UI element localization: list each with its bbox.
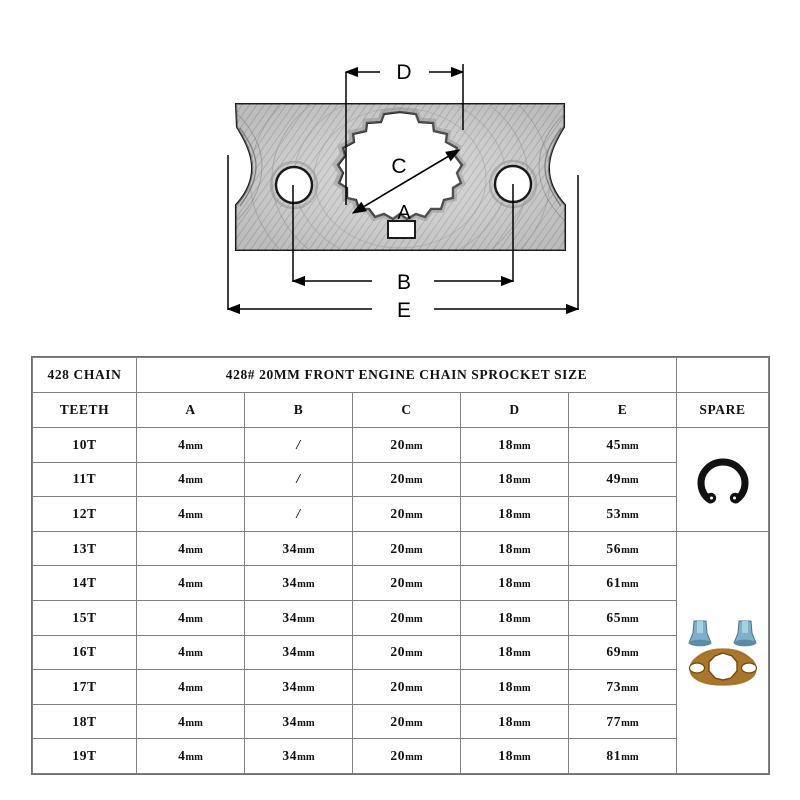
cell-c: 20mm — [353, 600, 461, 635]
cell-c: 20mm — [353, 497, 461, 532]
cell-a: 4mm — [137, 462, 245, 497]
table-row — [33, 428, 769, 463]
column-header-d: D — [461, 393, 569, 428]
bolt-hole-left — [271, 162, 317, 208]
table-row — [33, 497, 769, 532]
table-data-rows — [33, 428, 769, 774]
dimension-label-d: D — [396, 61, 412, 84]
sprocket-spec-table — [32, 357, 769, 774]
cell-teeth: 13T — [33, 531, 137, 566]
cell-e: 69mm — [569, 635, 677, 670]
table-column-header-row — [33, 393, 769, 428]
cell-e: 53mm — [569, 497, 677, 532]
cell-d: 18mm — [461, 704, 569, 739]
cell-d: 18mm — [461, 497, 569, 532]
retainer-plate — [689, 649, 756, 685]
cell-b: 34mm — [245, 635, 353, 670]
dimension-label-c: C — [391, 155, 407, 178]
cell-a: 4mm — [137, 428, 245, 463]
cell-teeth: 12T — [33, 497, 137, 532]
table-title-row — [33, 358, 769, 393]
spare-retainer-cell — [677, 531, 769, 773]
cell-e: 45mm — [569, 428, 677, 463]
sprocket-drawing-svg — [0, 0, 800, 345]
cell-b: 34mm — [245, 600, 353, 635]
table-row — [33, 704, 769, 739]
cell-teeth: 14T — [33, 566, 137, 601]
cell-d: 18mm — [461, 670, 569, 705]
table-title: 428# 20MM FRONT ENGINE CHAIN SPROCKET SIZE — [137, 358, 677, 393]
cell-e: 65mm — [569, 600, 677, 635]
circlip-snap-ring-icon — [677, 428, 768, 531]
cell-c: 20mm — [353, 704, 461, 739]
cell-b: / — [245, 462, 353, 497]
column-header-spare: SPARE — [677, 393, 769, 428]
table-row — [33, 635, 769, 670]
cell-b: / — [245, 428, 353, 463]
cell-e: 73mm — [569, 670, 677, 705]
cell-b: 34mm — [245, 704, 353, 739]
cell-teeth: 17T — [33, 670, 137, 705]
cell-a: 4mm — [137, 670, 245, 705]
cell-d: 18mm — [461, 428, 569, 463]
column-header-b: B — [245, 393, 353, 428]
cell-teeth: 15T — [33, 600, 137, 635]
cell-d: 18mm — [461, 739, 569, 774]
table-row — [33, 670, 769, 705]
dimension-label-a: A — [397, 202, 411, 224]
dimension-label-e: E — [396, 299, 412, 322]
spare-title-spacer — [677, 358, 769, 393]
dimension-label-b: B — [396, 271, 412, 294]
table-row — [33, 462, 769, 497]
column-header-c: C — [353, 393, 461, 428]
cell-teeth: 10T — [33, 428, 137, 463]
spare-circlip-cell — [677, 428, 769, 532]
cell-d: 18mm — [461, 566, 569, 601]
cell-c: 20mm — [353, 531, 461, 566]
cell-teeth: 16T — [33, 635, 137, 670]
cell-a: 4mm — [137, 497, 245, 532]
cell-c: 20mm — [353, 462, 461, 497]
cell-a: 4mm — [137, 739, 245, 774]
sprocket-technical-drawing — [0, 0, 800, 345]
table-row — [33, 739, 769, 774]
table-row — [33, 531, 769, 566]
bolt-right — [734, 621, 756, 646]
cell-d: 18mm — [461, 635, 569, 670]
column-header-teeth: TEETH — [33, 393, 137, 428]
cell-e: 61mm — [569, 566, 677, 601]
column-header-e: E — [569, 393, 677, 428]
cell-b: 34mm — [245, 739, 353, 774]
cell-e: 81mm — [569, 739, 677, 774]
cell-teeth: 19T — [33, 739, 137, 774]
retainer-plate-with-bolts-icon — [677, 532, 768, 773]
sprocket-body — [230, 58, 570, 298]
cell-d: 18mm — [461, 531, 569, 566]
spec-table-container — [32, 357, 768, 774]
cell-b: 34mm — [245, 566, 353, 601]
table-row — [33, 566, 769, 601]
cell-b: 34mm — [245, 531, 353, 566]
cell-teeth: 11T — [33, 462, 137, 497]
cell-c: 20mm — [353, 428, 461, 463]
table-row — [33, 600, 769, 635]
cell-teeth: 18T — [33, 704, 137, 739]
cell-e: 49mm — [569, 462, 677, 497]
bolt-left — [689, 621, 711, 646]
cell-e: 77mm — [569, 704, 677, 739]
cell-c: 20mm — [353, 566, 461, 601]
cell-a: 4mm — [137, 635, 245, 670]
cell-d: 18mm — [461, 462, 569, 497]
cell-d: 18mm — [461, 600, 569, 635]
cell-c: 20mm — [353, 635, 461, 670]
cell-b: 34mm — [245, 670, 353, 705]
cell-a: 4mm — [137, 600, 245, 635]
column-header-a: A — [137, 393, 245, 428]
cell-c: 20mm — [353, 739, 461, 774]
cell-e: 56mm — [569, 531, 677, 566]
chain-type-label: 428 CHAIN — [33, 358, 137, 393]
cell-a: 4mm — [137, 566, 245, 601]
cell-b: / — [245, 497, 353, 532]
cell-a: 4mm — [137, 704, 245, 739]
cell-a: 4mm — [137, 531, 245, 566]
cell-c: 20mm — [353, 670, 461, 705]
